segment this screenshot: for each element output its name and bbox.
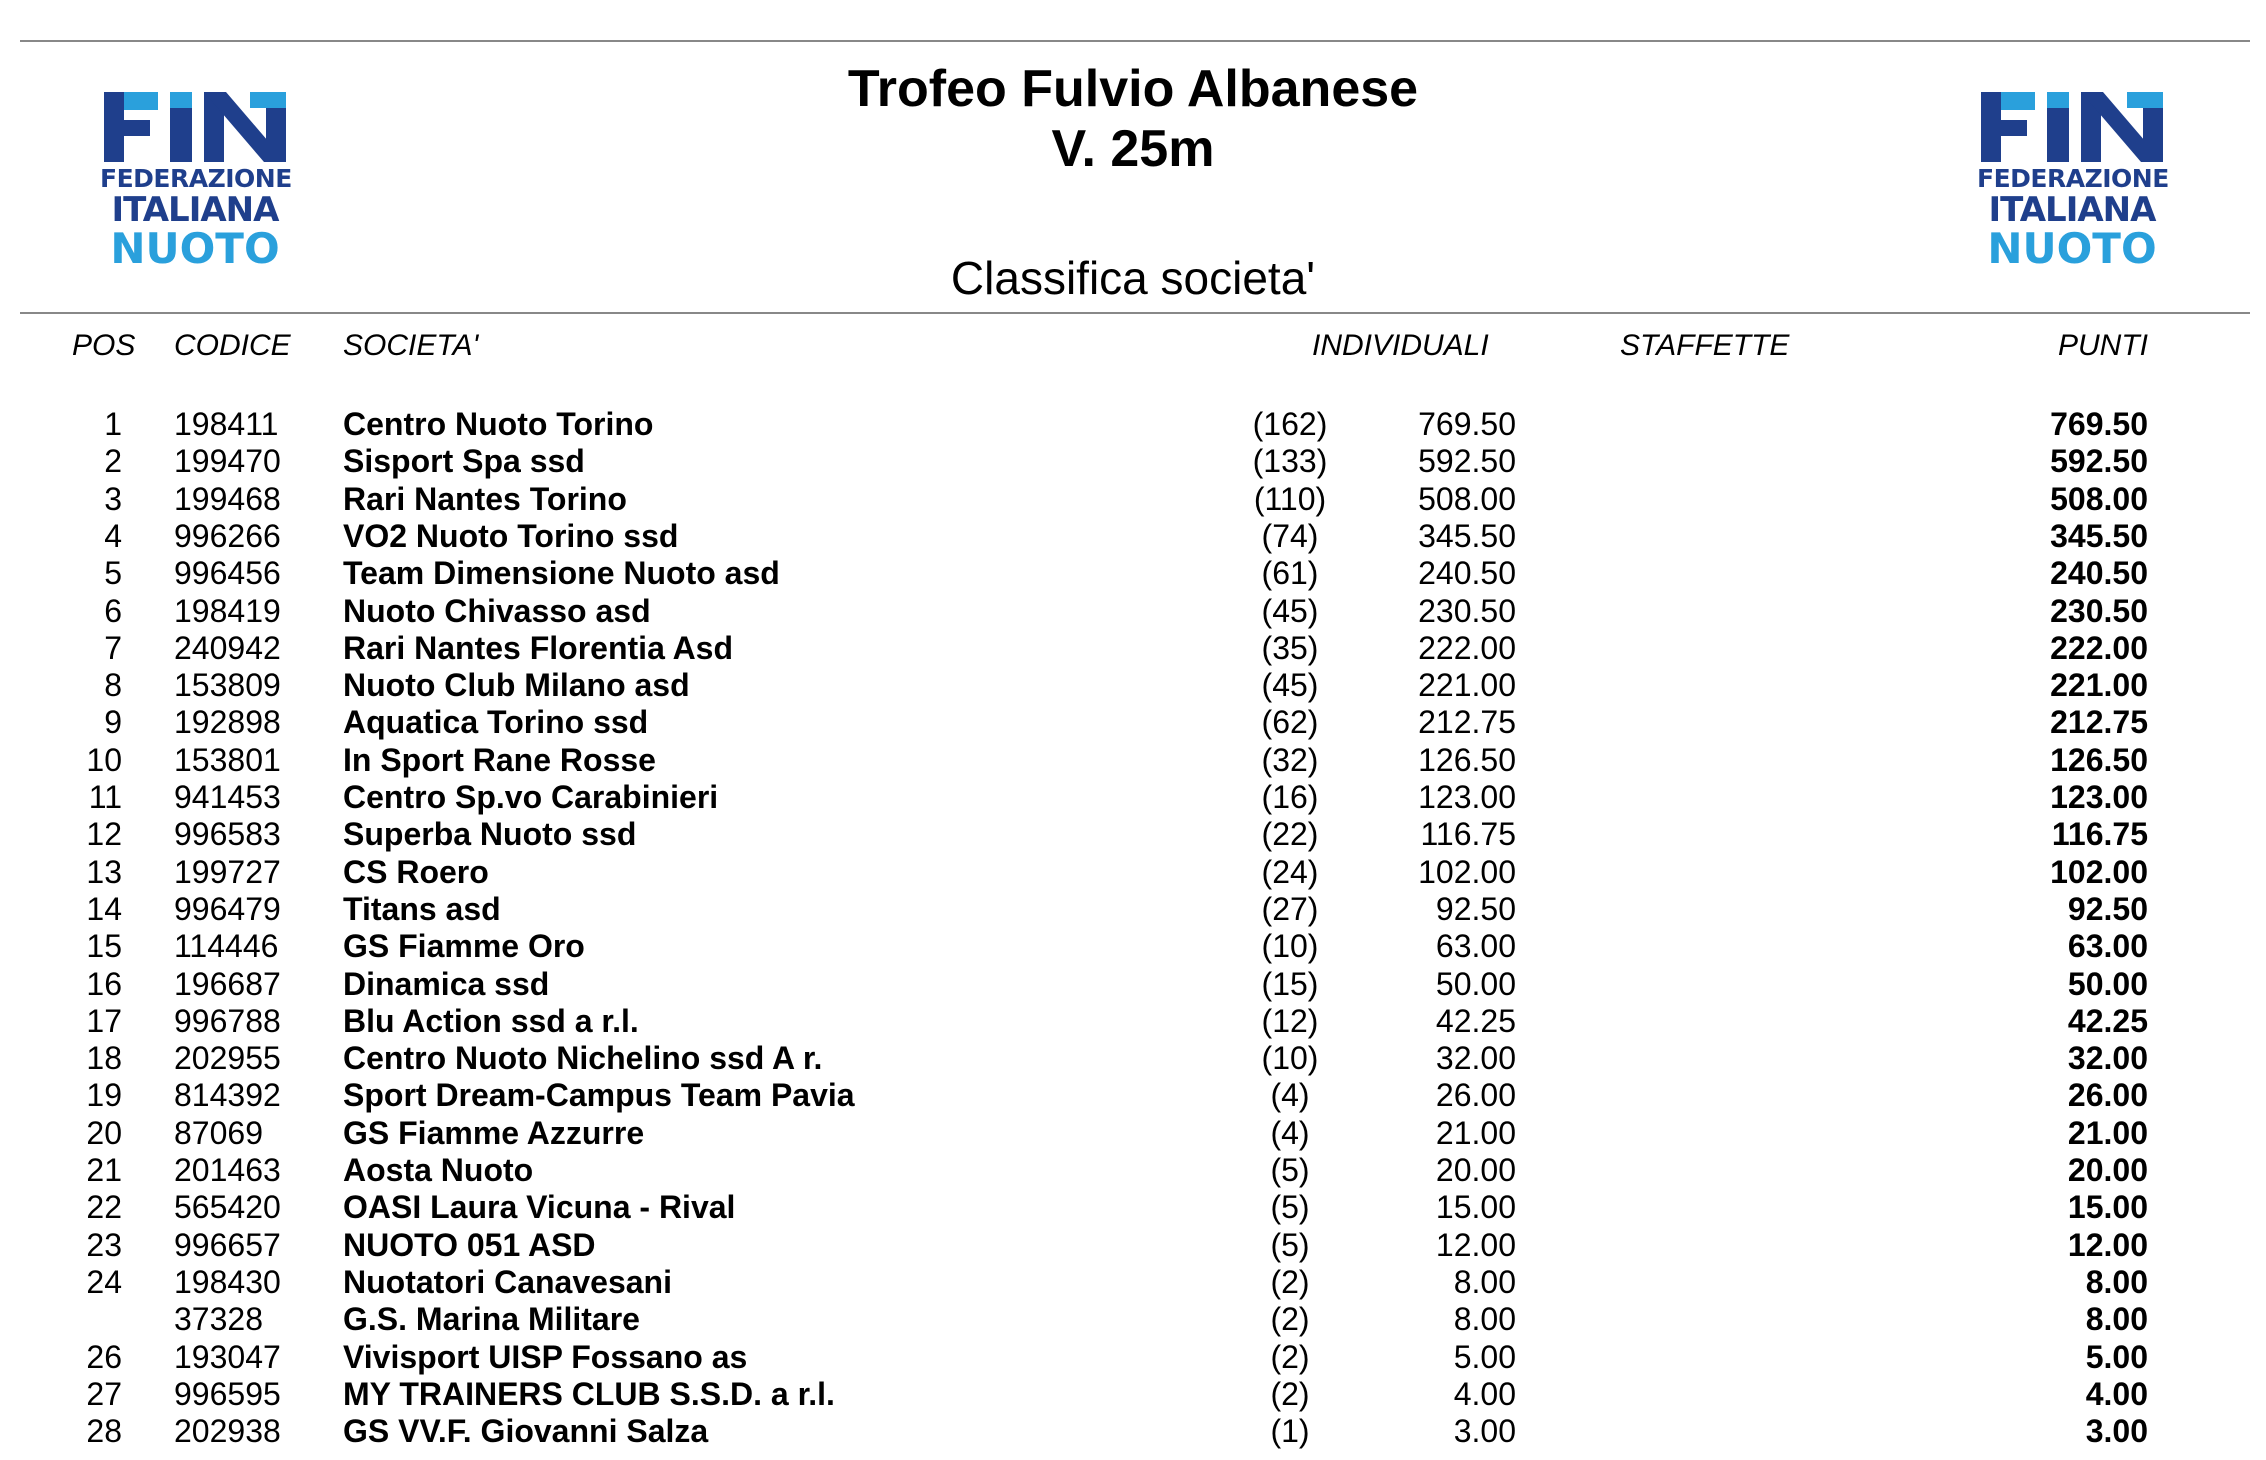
row-individuali: 20.00 — [1435, 1152, 1516, 1188]
row-societa: Team Dimensione Nuoto asd — [343, 555, 780, 591]
row-codice: 198419 — [174, 593, 281, 629]
row-count: (10) — [1261, 1040, 1319, 1076]
row-punti: 5.00 — [2085, 1339, 2148, 1375]
row-societa: Vivisport UISP Fossano as — [343, 1339, 748, 1375]
row-pos: 20 — [86, 1115, 122, 1151]
logo-text-italiana: ITALIANA — [111, 190, 279, 230]
row-codice: 198411 — [174, 406, 279, 442]
row-count: (10) — [1261, 928, 1319, 964]
row-individuali: 116.75 — [1420, 816, 1516, 852]
column-header-pos: POS — [72, 329, 136, 362]
row-count: (22) — [1261, 816, 1319, 852]
row-societa: Titans asd — [343, 891, 501, 927]
row-pos: 17 — [86, 1003, 122, 1039]
row-individuali: 102.00 — [1418, 854, 1516, 890]
row-pos: 2 — [104, 443, 122, 479]
row-pos: 15 — [86, 928, 122, 964]
row-count: (24) — [1261, 854, 1319, 890]
row-punti: 230.50 — [2050, 593, 2148, 629]
row-count: (12) — [1261, 1003, 1319, 1039]
row-punti: 8.00 — [2085, 1301, 2148, 1337]
row-individuali: 8.00 — [1453, 1264, 1516, 1300]
table-row — [0, 406, 2266, 443]
row-punti: 222.00 — [2050, 630, 2148, 666]
row-count: (45) — [1261, 593, 1319, 629]
row-codice: 114446 — [174, 928, 279, 964]
table-row — [0, 667, 2266, 704]
column-header-staffette: STAFFETTE — [1620, 329, 1790, 362]
row-codice: 996583 — [174, 816, 281, 852]
row-punti: 116.75 — [2051, 816, 2148, 852]
row-count: (2) — [1270, 1339, 1310, 1375]
row-pos: 3 — [104, 481, 122, 517]
row-pos: 27 — [86, 1376, 122, 1412]
row-societa: GS Fiamme Oro — [343, 928, 585, 964]
page-title-venue: V. 25m — [1051, 120, 1215, 178]
row-punti: 50.00 — [2067, 966, 2148, 1002]
table-row — [0, 966, 2266, 1003]
row-societa: Blu Action ssd a r.l. — [343, 1003, 639, 1039]
row-societa: Centro Sp.vo Carabinieri — [343, 779, 719, 815]
row-societa: Dinamica ssd — [343, 966, 550, 1002]
row-individuali: 8.00 — [1453, 1301, 1516, 1337]
row-individuali: 508.00 — [1418, 481, 1516, 517]
row-pos: 19 — [86, 1077, 122, 1113]
row-individuali: 123.00 — [1418, 779, 1516, 815]
table-row — [0, 1413, 2266, 1450]
row-punti: 221.00 — [2050, 667, 2148, 703]
row-codice: 996456 — [174, 555, 281, 591]
row-count: (5) — [1270, 1152, 1310, 1188]
top-rule — [20, 40, 2250, 42]
table-row — [0, 816, 2266, 853]
logo-text-federazione: FEDERAZIONE — [100, 164, 292, 193]
row-individuali: 222.00 — [1418, 630, 1516, 666]
row-codice: 565420 — [174, 1189, 281, 1225]
row-individuali: 92.50 — [1435, 891, 1516, 927]
table-row — [0, 704, 2266, 741]
row-codice: 201463 — [174, 1152, 281, 1188]
row-punti: 212.75 — [2050, 704, 2148, 740]
row-individuali: 32.00 — [1435, 1040, 1516, 1076]
page-title: Trofeo Fulvio Albanese — [847, 60, 1419, 118]
row-count: (74) — [1261, 518, 1319, 554]
row-pos: 5 — [104, 555, 122, 591]
row-individuali: 26.00 — [1435, 1077, 1516, 1113]
row-societa: CS Roero — [343, 854, 489, 890]
row-societa: G.S. Marina Militare — [343, 1301, 640, 1337]
row-codice: 192898 — [174, 704, 281, 740]
row-individuali: 3.00 — [1453, 1413, 1516, 1449]
logo-text-nuoto: NUOTO — [110, 224, 280, 273]
row-pos: 10 — [86, 742, 122, 778]
row-individuali: 5.00 — [1453, 1339, 1516, 1375]
row-count: (4) — [1270, 1077, 1310, 1113]
row-count: (2) — [1270, 1264, 1310, 1300]
row-codice: 199468 — [174, 481, 281, 517]
row-codice: 153809 — [174, 667, 281, 703]
row-individuali: 230.50 — [1418, 593, 1516, 629]
row-pos: 26 — [86, 1339, 122, 1375]
row-punti: 345.50 — [2050, 518, 2148, 554]
row-codice: 202955 — [174, 1040, 281, 1076]
row-count: (15) — [1261, 966, 1319, 1002]
row-count: (35) — [1261, 630, 1319, 666]
column-header-codice: CODICE — [174, 329, 291, 362]
page-subtitle: Classifica societa' — [950, 252, 1316, 304]
table-row — [0, 742, 2266, 779]
row-societa: Aosta Nuoto — [343, 1152, 534, 1188]
row-pos: 28 — [86, 1413, 122, 1449]
row-codice: 198430 — [174, 1264, 281, 1300]
row-count: (133) — [1252, 443, 1328, 479]
row-pos: 18 — [86, 1040, 122, 1076]
row-societa: Sport Dream-Campus Team Pavia — [343, 1077, 855, 1113]
row-count: (45) — [1261, 667, 1319, 703]
table-row — [0, 891, 2266, 928]
row-societa: Nuoto Club Milano asd — [343, 667, 690, 703]
row-pos: 1 — [104, 406, 122, 442]
table-row — [0, 1003, 2266, 1040]
row-count: (4) — [1270, 1115, 1310, 1151]
row-individuali: 212.75 — [1418, 704, 1516, 740]
row-pos: 13 — [86, 854, 122, 890]
row-punti: 42.25 — [2067, 1003, 2148, 1039]
row-codice: 996657 — [174, 1227, 281, 1263]
logo-text-italiana: ITALIANA — [1988, 190, 2156, 230]
row-individuali: 12.00 — [1435, 1227, 1516, 1263]
table-row — [0, 779, 2266, 816]
row-codice: 996788 — [174, 1003, 281, 1039]
row-codice: 240942 — [174, 630, 281, 666]
row-pos: 7 — [104, 630, 122, 666]
table-row — [0, 555, 2266, 592]
table-row — [0, 593, 2266, 630]
row-codice: 199470 — [174, 443, 281, 479]
row-pos: 22 — [86, 1189, 122, 1225]
row-count: (2) — [1270, 1301, 1310, 1337]
column-header-individuali: INDIVIDUALI — [1312, 329, 1489, 362]
row-individuali: 345.50 — [1418, 518, 1516, 554]
row-count: (1) — [1270, 1413, 1310, 1449]
row-societa: Superba Nuoto ssd — [343, 816, 637, 852]
row-punti: 102.00 — [2050, 854, 2148, 890]
row-punti: 15.00 — [2067, 1189, 2148, 1225]
row-societa: Rari Nantes Torino — [343, 481, 627, 517]
row-count: (27) — [1261, 891, 1319, 927]
row-individuali: 126.50 — [1418, 742, 1516, 778]
row-punti: 123.00 — [2050, 779, 2148, 815]
row-societa: In Sport Rane Rosse — [343, 742, 656, 778]
row-count: (5) — [1270, 1189, 1310, 1225]
row-societa: Centro Nuoto Nichelino ssd A r. — [343, 1040, 823, 1076]
row-pos: 9 — [104, 704, 122, 740]
row-societa: NUOTO 051 ASD — [343, 1227, 596, 1263]
row-punti: 63.00 — [2067, 928, 2148, 964]
row-societa: GS VV.F. Giovanni Salza — [343, 1413, 709, 1449]
row-pos: 23 — [86, 1227, 122, 1263]
row-pos: 24 — [86, 1264, 122, 1300]
row-punti: 4.00 — [2085, 1376, 2148, 1412]
row-societa: OASI Laura Vicuna - Rival — [343, 1189, 736, 1225]
row-societa: Rari Nantes Florentia Asd — [343, 630, 734, 666]
table-row — [0, 1376, 2266, 1413]
table-row — [0, 630, 2266, 667]
table-row — [0, 518, 2266, 555]
row-pos: 21 — [86, 1152, 122, 1188]
row-punti: 769.50 — [2050, 406, 2148, 442]
table-row — [0, 1301, 2266, 1338]
table-row — [0, 928, 2266, 965]
table-row — [0, 1115, 2266, 1152]
row-codice: 199727 — [174, 854, 281, 890]
row-societa: VO2 Nuoto Torino ssd — [343, 518, 679, 554]
row-punti: 26.00 — [2067, 1077, 2148, 1113]
row-societa: MY TRAINERS CLUB S.S.D. a r.l. — [343, 1376, 835, 1412]
row-individuali: 15.00 — [1435, 1189, 1516, 1225]
row-count: (32) — [1261, 742, 1319, 778]
row-individuali: 42.25 — [1435, 1003, 1516, 1039]
row-codice: 941453 — [174, 779, 281, 815]
row-codice: 193047 — [174, 1339, 281, 1375]
row-codice: 202938 — [174, 1413, 281, 1449]
column-header-punti: PUNTI — [2058, 329, 2148, 362]
row-individuali: 50.00 — [1435, 966, 1516, 1002]
row-punti: 8.00 — [2085, 1264, 2148, 1300]
row-count: (5) — [1270, 1227, 1310, 1263]
table-row — [0, 1077, 2266, 1114]
row-societa: Centro Nuoto Torino — [343, 406, 654, 442]
row-punti: 21.00 — [2067, 1115, 2148, 1151]
row-pos: 16 — [86, 966, 122, 1002]
row-codice: 996266 — [174, 518, 281, 554]
row-pos: 12 — [86, 816, 122, 852]
row-societa: Nuotatori Canavesani — [343, 1264, 672, 1300]
row-pos: 6 — [104, 593, 122, 629]
table-row — [0, 1339, 2266, 1376]
row-individuali: 21.00 — [1435, 1115, 1516, 1151]
row-pos: 8 — [104, 667, 122, 703]
row-count: (61) — [1261, 555, 1319, 591]
logo-text-federazione: FEDERAZIONE — [1977, 164, 2169, 193]
row-societa: Aquatica Torino ssd — [343, 704, 649, 740]
row-individuali: 221.00 — [1418, 667, 1516, 703]
row-count: (2) — [1270, 1376, 1310, 1412]
row-punti: 92.50 — [2067, 891, 2148, 927]
row-individuali: 240.50 — [1418, 555, 1516, 591]
row-punti: 508.00 — [2050, 481, 2148, 517]
table-row — [0, 443, 2266, 480]
row-societa: GS Fiamme Azzurre — [343, 1115, 645, 1151]
row-count: (62) — [1261, 704, 1319, 740]
row-punti: 126.50 — [2050, 742, 2148, 778]
header-rule — [20, 312, 2250, 314]
row-codice: 37328 — [174, 1301, 263, 1337]
table-row — [0, 1040, 2266, 1077]
row-codice: 996595 — [174, 1376, 281, 1412]
table-row — [0, 854, 2266, 891]
row-societa: Nuoto Chivasso asd — [343, 593, 651, 629]
row-count: (162) — [1252, 406, 1328, 442]
row-punti: 20.00 — [2067, 1152, 2148, 1188]
row-punti: 3.00 — [2085, 1413, 2148, 1449]
row-punti: 12.00 — [2067, 1227, 2148, 1263]
row-codice: 814392 — [174, 1077, 281, 1113]
column-header-societa: SOCIETA' — [343, 329, 479, 362]
table-row — [0, 1264, 2266, 1301]
table-row — [0, 1152, 2266, 1189]
row-count: (110) — [1253, 481, 1327, 517]
table-row — [0, 1227, 2266, 1264]
row-individuali: 769.50 — [1418, 406, 1516, 442]
logo-text-nuoto: NUOTO — [1987, 224, 2157, 273]
row-pos: 4 — [104, 518, 122, 554]
row-codice: 153801 — [174, 742, 281, 778]
row-punti: 240.50 — [2050, 555, 2148, 591]
row-pos: 14 — [86, 891, 122, 927]
table-row — [0, 481, 2266, 518]
row-count: (16) — [1261, 779, 1319, 815]
row-individuali: 63.00 — [1435, 928, 1516, 964]
row-codice: 996479 — [174, 891, 281, 927]
row-individuali: 592.50 — [1418, 443, 1516, 479]
row-societa: Sisport Spa ssd — [343, 443, 585, 479]
row-individuali: 4.00 — [1453, 1376, 1516, 1412]
row-codice: 87069 — [174, 1115, 263, 1151]
row-punti: 32.00 — [2067, 1040, 2148, 1076]
row-punti: 592.50 — [2050, 443, 2148, 479]
table-row — [0, 1189, 2266, 1226]
row-codice: 196687 — [174, 966, 281, 1002]
row-pos: 11 — [88, 779, 122, 815]
